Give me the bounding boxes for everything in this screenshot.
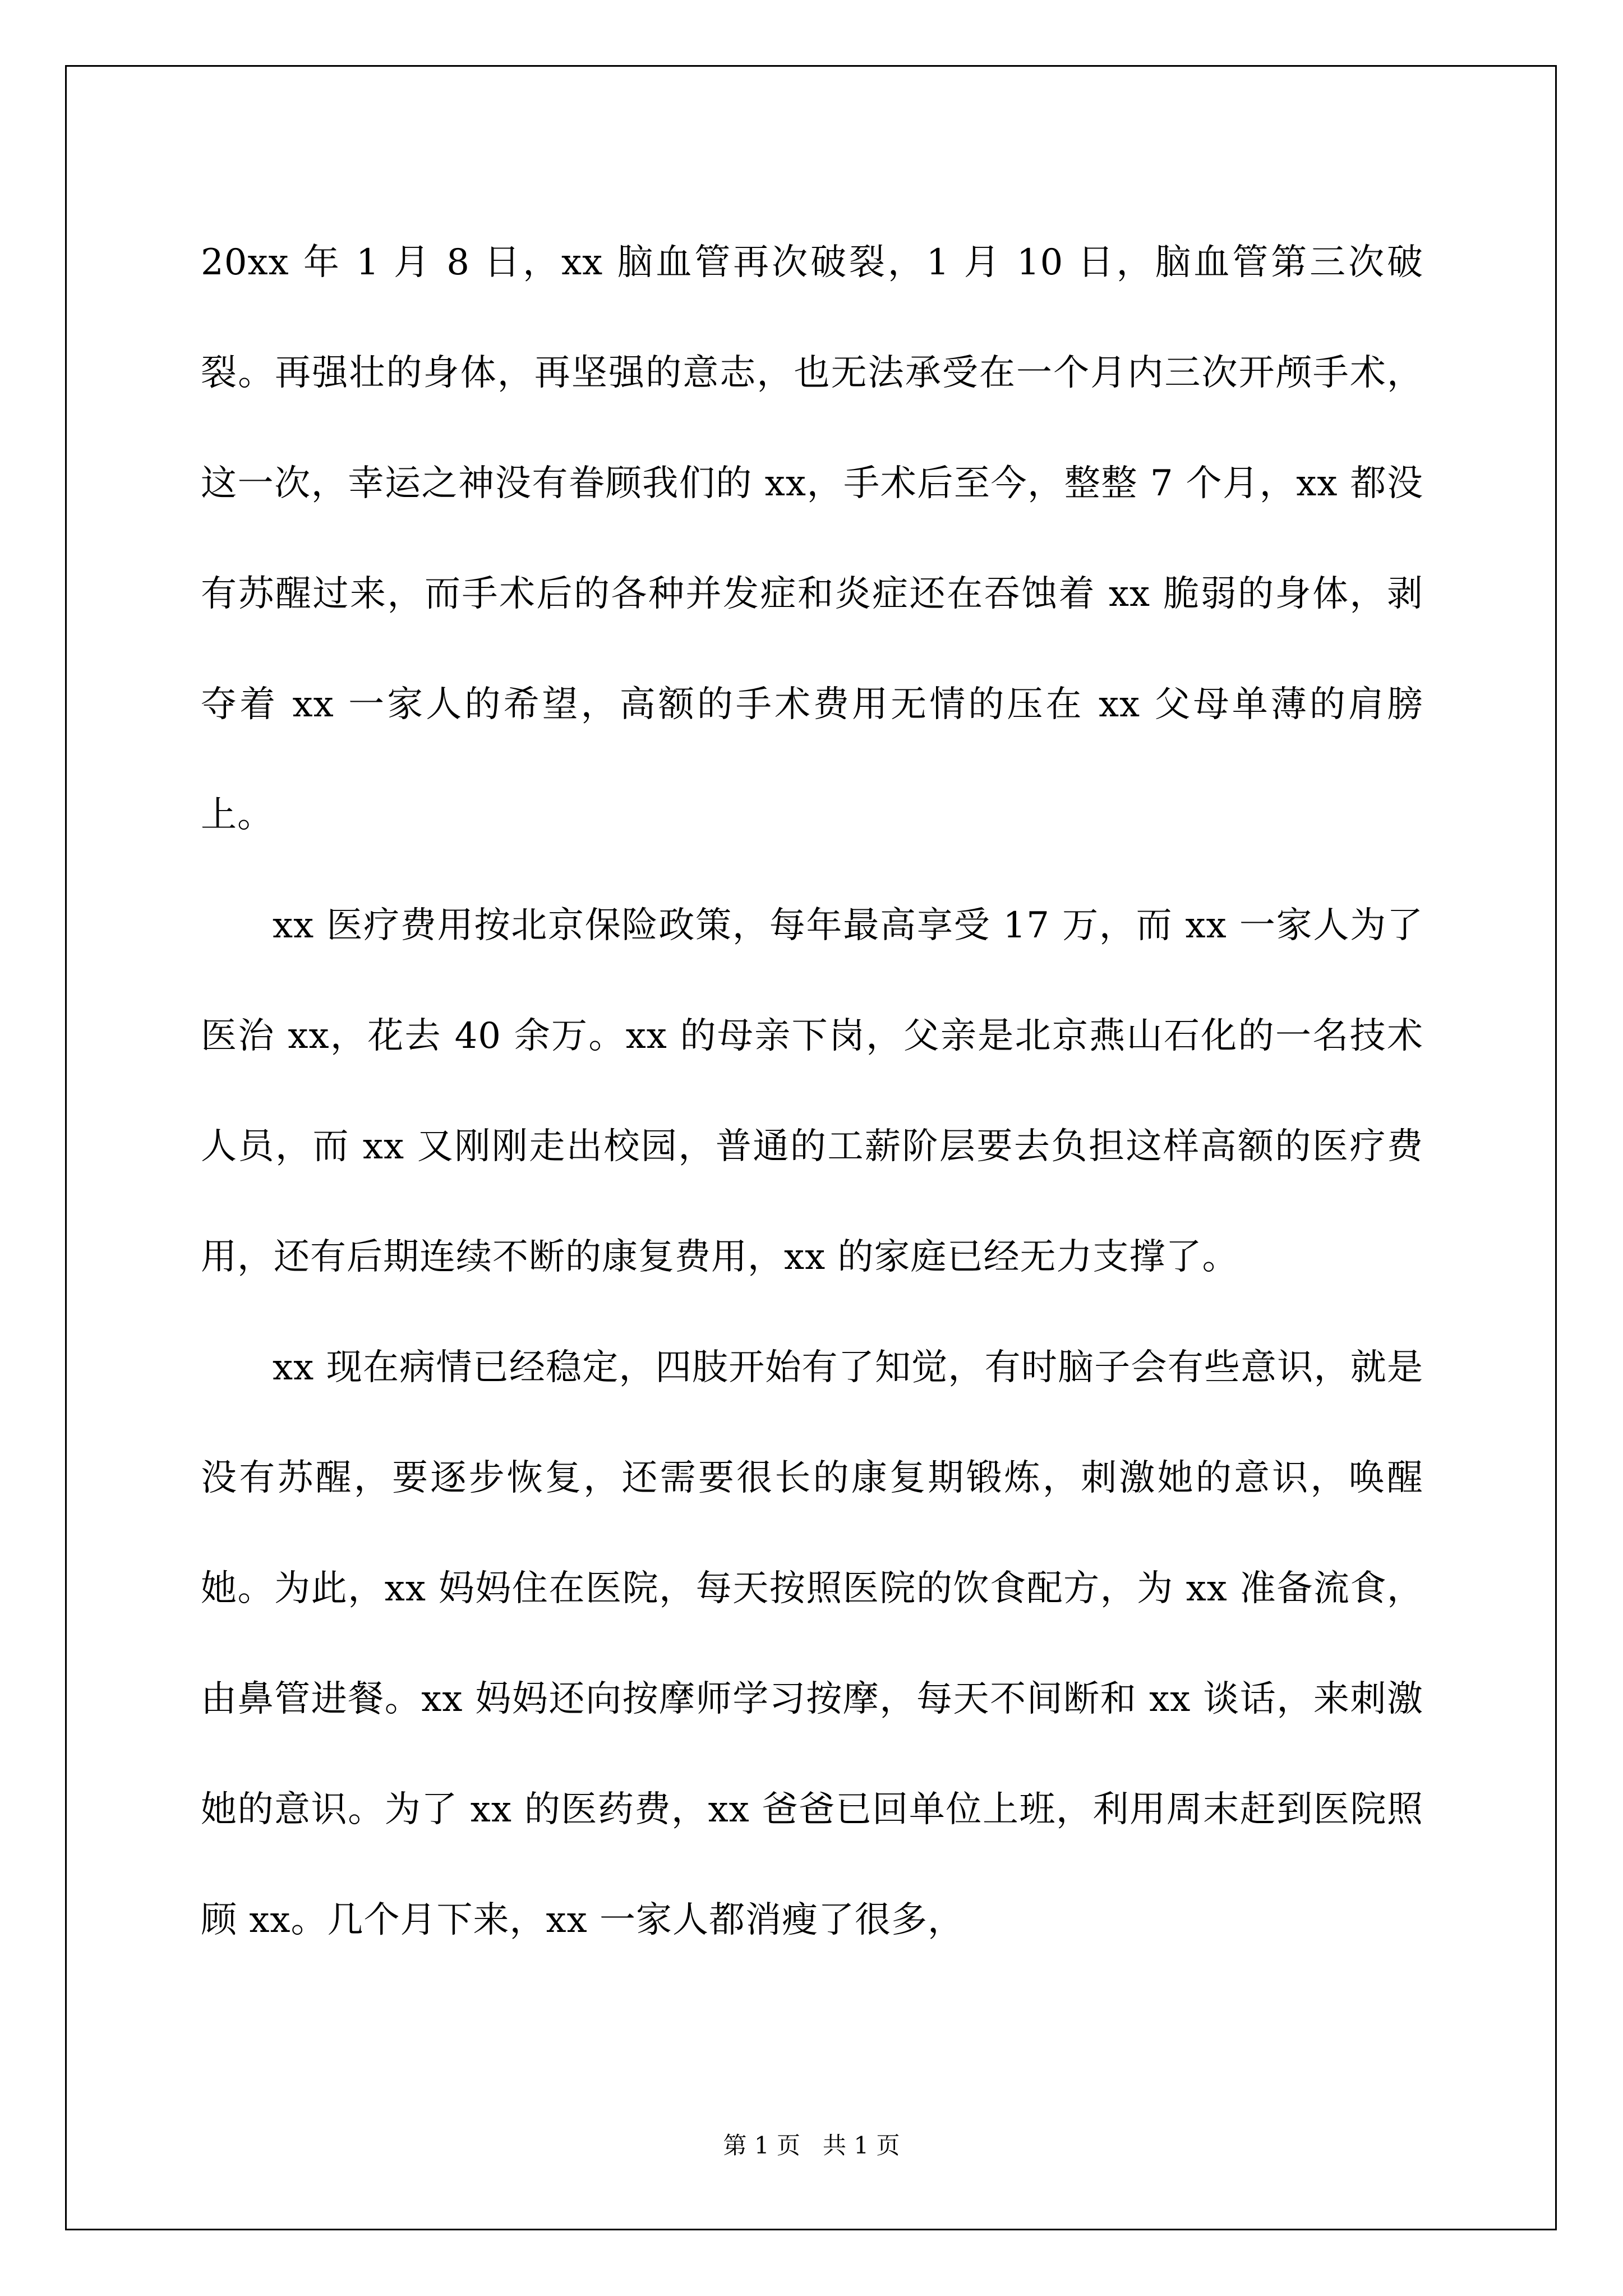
- page-number: 第 1 页: [723, 2132, 800, 2159]
- paragraph-1: 20xx 年 1 月 8 日，xx 脑血管再次破裂，1 月 10 日，脑血管第三次破裂。再强壮的身体，再坚强的意志，也无法承受在一个月内三次开颅手术，这一次，幸运之神没有眷顾我们的 xx，手术后至今，整整 7 个月，xx 都没有苏醒过来，而手术后的各种并发症和炎症还在吞蚀着 xx 脆弱的身体，剥夺着 xx 一家人的希望，高额的手术费用无情的压在 xx 父母单薄的肩膀上。: [201, 242, 1423, 836]
- page-footer: [0, 2129, 1623, 2162]
- paragraph-2: xx 医疗费用按北京保险政策，每年最高享受 17 万，而 xx 一家人为了医治 xx，花去 40 余万。xx 的母亲下岗，父亲是北京燕山石化的一名技术人员，而 xx 又刚刚走出校园，普通的工薪阶层要去负担这样高额的医疗费用，还有后期连续不断的康复费用，xx 的家庭已经无力支撑了。: [201, 905, 1423, 1278]
- paragraph-3: xx 现在病情已经稳定，四肢开始有了知觉，有时脑子会有些意识，就是没有苏醒，要逐步恢复，还需要很长的康复期锻炼，刺激她的意识，唤醒她。为此，xx 妈妈住在医院，每天按照医院的饮食配方，为 xx 准备流食，由鼻管进餐。xx 妈妈还向按摩师学习按摩，每天不间断和 xx 谈话，来刺激她的意识。为了 xx 的医药费，xx 爸爸已回单位上班，利用周末赶到医院照顾 xx。几个月下来，xx 一家人都消瘦了很多，: [201, 1347, 1423, 1941]
- page-total: 共 1 页: [823, 2132, 900, 2159]
- document-body: [201, 208, 1423, 1976]
